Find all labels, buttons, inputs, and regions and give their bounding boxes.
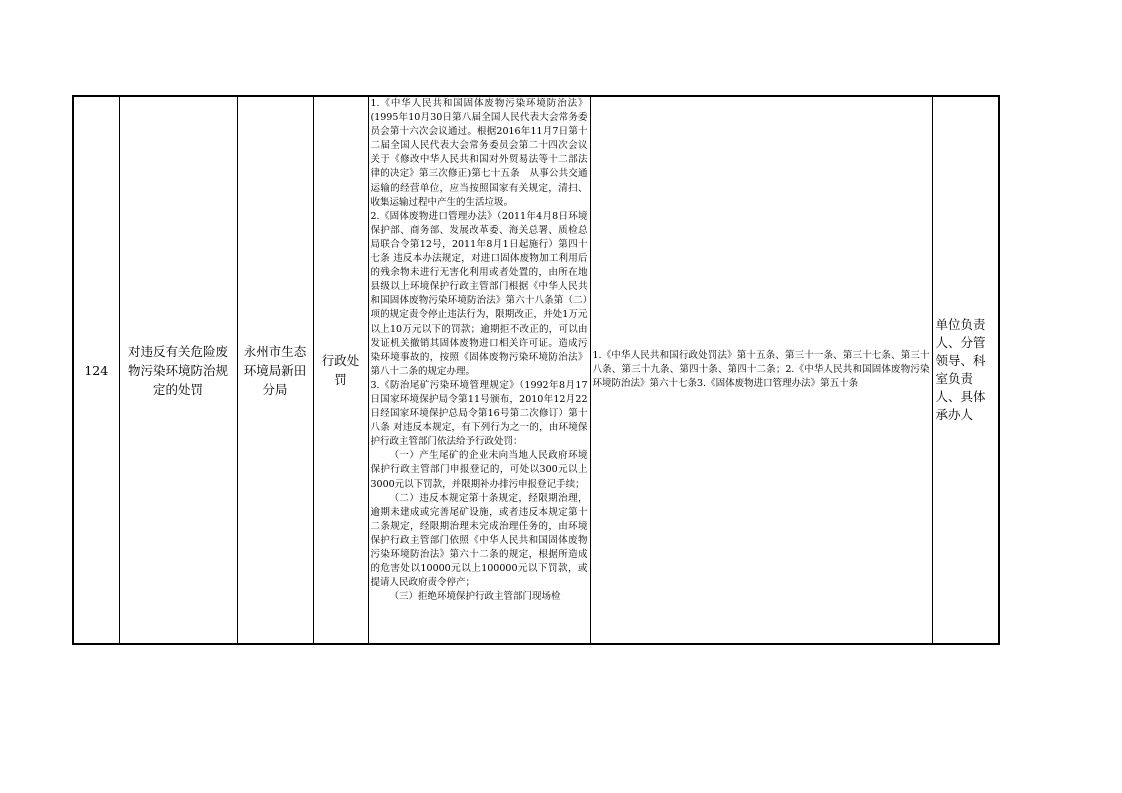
responsibility-basis: 1.《中华人民共和国行政处罚法》第十五条、第三十一条、第三十七条、第三十八条、第三十九条、第四十条、第四十二条；2.《中华人民共和国固体废物污染环境防治法》第六十七条3.《固体废物进口管理办法》第五十条 xyxy=(592,349,930,390)
basis-paragraph: 2.《固体废物进口管理办法》（2011年4月8日环境保护部、商务部、发展改革委、海关总署、质检总局联合令第12号，2011年8月1日起施行）第四十七条 违反本办法规定，对进口固体废物加工利用后的残余物未进行无害化利用或者处置的，由所在地县级以上环境保护行政主管部门根据《中华人民共和国固体废物污染环境防治法》第六十八条第（二）项的规定责令停止违法行为，限期改正，并处1万元以上10万元以下的罚款；逾期拒不改正的，可以由发证机关撤销其固体废物进口相关许可证。造成污染环境事故的，按照《固体废物污染环境防治法》第八十二条的规定办理。 xyxy=(370,210,588,377)
basis-paragraph: （三）拒绝环境保护行政主管部门现场检 xyxy=(389,591,561,603)
serial-number-cell xyxy=(73,96,119,644)
department: 永州市生态环境局新田分局 xyxy=(243,343,307,397)
legal-basis-text xyxy=(369,97,590,643)
power-type: 行政处罚 xyxy=(321,353,360,387)
serial-number: 124 xyxy=(84,362,109,378)
department-cell xyxy=(237,96,313,644)
power-list-table xyxy=(72,95,1000,645)
table-row xyxy=(73,96,999,644)
basis-paragraph: 1.《中华人民共和国固体废物污染环境防治法》(1995年10月30日第八届全国人民代表大会常务委员会第十六次会议通过。根据2016年11月7日第十二届全国人民代表大会常务委员会第二十四次会议关于《修改中华人民共和国对外贸易法等十二部法律的决定》第三次修正)第七十五条 从事公共交通运输的经营单位，应当按照国家有关规定，清扫、收集运输过程中产生的生活垃圾。 xyxy=(370,98,588,208)
basis-paragraph: （二）违反本规定第十条规定，经限期治理，逾期未建成或完善尾矿设施，或者违反本规定第十二条规定，经限期治理未完成治理任务的，由环境保护行政主管部门依照《中华人民共和国固体废物污染环境防治法》第六十二条的规定，根据所造成的危害处以10000元以上100000元以下罚款，或提请人民政府责令停产； xyxy=(370,492,588,589)
power-type-cell xyxy=(313,96,368,644)
duty-holder: 单位负责人、分管领导、科室负责人、具体承办人 xyxy=(935,317,986,422)
duty-holder-cell xyxy=(932,96,999,644)
responsibility-basis-cell xyxy=(590,96,932,644)
basis-paragraph: （一）产生尾矿的企业未向当地人民政府环境保护行政主管部门申报登记的，可处以300元以上3000元以下罚款，并限期补办排污申报登记手续； xyxy=(370,450,588,490)
item-name-cell xyxy=(119,96,237,644)
basis-paragraph: 3.《防治尾矿污染环境管理规定》（1992年8月17日国家环境保护局令第11号颁布，2010年12月22日经国家环境保护总局令第16号第二次修订）第十八条 对违反本规定，有下列行为之一的，由环境保护行政主管部门依法给予行政处罚： xyxy=(370,379,588,448)
item-name: 对违反有关危险废物污染环境防治规定的处罚 xyxy=(127,343,228,397)
legal-basis-cell xyxy=(368,96,590,644)
